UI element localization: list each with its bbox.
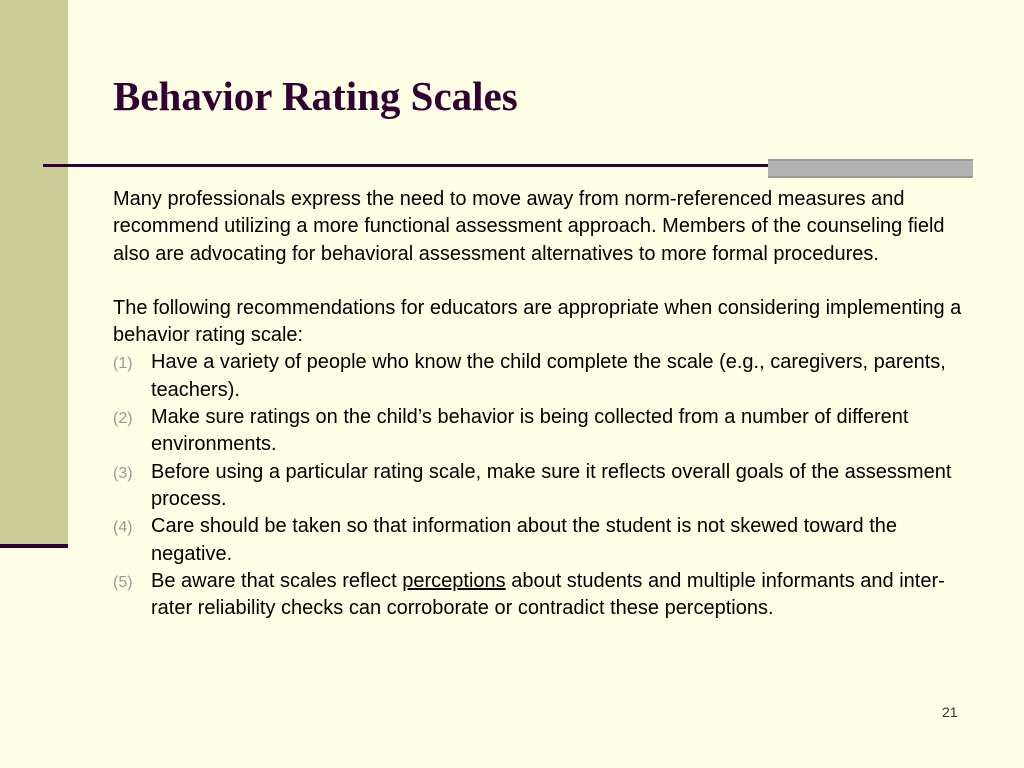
list-item bbox=[113, 568, 983, 623]
slide-title: Behavior Rating Scales bbox=[113, 73, 518, 119]
list-item-text-before: Be aware that scales reflect bbox=[151, 569, 403, 592]
list-item-text: Make sure ratings on the child’s behavior is being collected from a number of different environments. bbox=[151, 406, 909, 456]
list-item bbox=[113, 459, 983, 514]
list-item-number: (5) bbox=[113, 573, 133, 591]
list-item-text-after: about students and multiple informants and inter-rater reliability checks can corroborate or contradict these perceptions. bbox=[151, 569, 945, 620]
left-accent-underline bbox=[0, 544, 68, 548]
paragraph-spacer bbox=[113, 268, 983, 295]
list-item bbox=[113, 513, 983, 568]
left-accent-bar bbox=[0, 0, 68, 545]
list-item-number: (2) bbox=[113, 410, 133, 428]
list-item-number: (1) bbox=[113, 355, 133, 373]
list-item-text: Care should be taken so that information about the student is not skewed toward the negative. bbox=[151, 515, 898, 565]
underlined-term: perceptions bbox=[402, 569, 506, 592]
list-item bbox=[113, 404, 983, 459]
list-item-number: (3) bbox=[113, 464, 133, 482]
list-item-text: Have a variety of people who know the child complete the scale (e.g., caregivers, parents, teachers). bbox=[151, 351, 946, 401]
list-item bbox=[113, 349, 983, 404]
recommendations-intro: The following recommendations for educators are appropriate when considering implementing a behavior rating scale: bbox=[113, 296, 962, 347]
slide-body bbox=[113, 186, 983, 622]
intro-paragraph: Many professionals express the need to move away from norm-referenced measures and recommend utilizing a more functional assessment approach. Members of the counseling field also are advocating for behavioral assessment alternatives to more formal procedures. bbox=[113, 188, 945, 265]
list-item-number: (4) bbox=[113, 519, 133, 537]
recommendations-list bbox=[113, 349, 983, 622]
gray-accent-block bbox=[768, 159, 973, 178]
slide-number: 21 bbox=[942, 704, 958, 720]
list-item-text: Before using a particular rating scale, make sure it reflects overall goals of the assessment process. bbox=[151, 460, 952, 510]
